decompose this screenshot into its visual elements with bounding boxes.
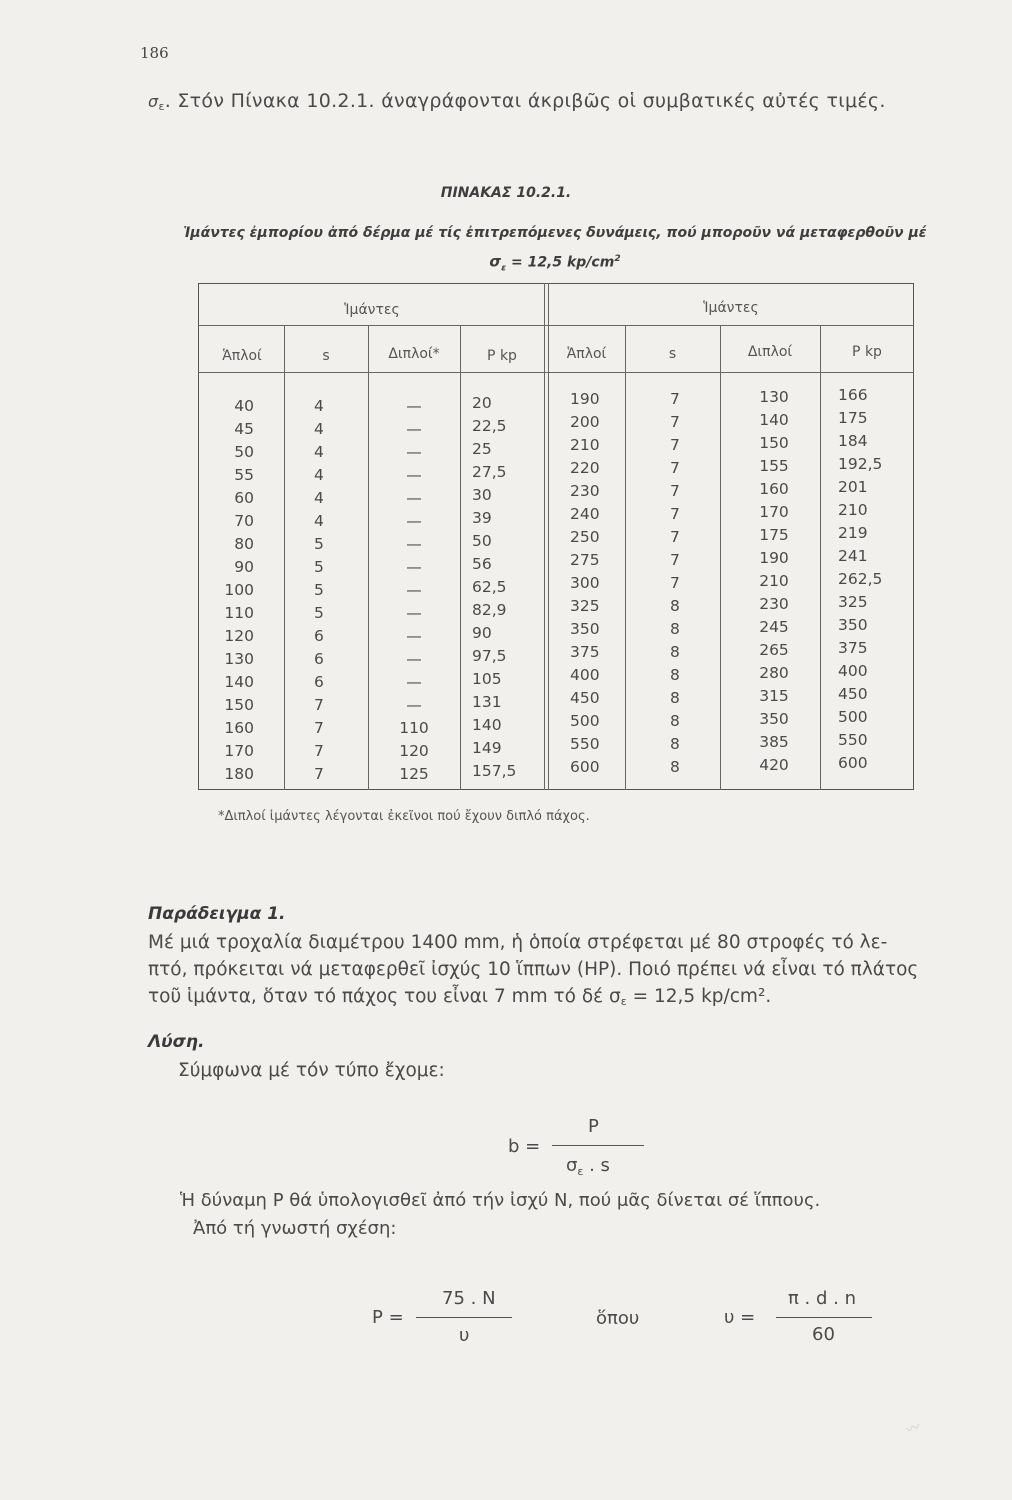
table-cell: 131 <box>472 693 502 711</box>
table-cell: — <box>406 420 422 438</box>
table-cell: 40 <box>234 397 254 415</box>
table-cell: 6 <box>314 673 324 691</box>
intro-sigma: σ <box>148 92 159 111</box>
table-cell: 155 <box>759 457 789 475</box>
table-cell: 300 <box>570 574 600 592</box>
formula-b-numerator: P <box>588 1116 599 1137</box>
table-cell: 157,5 <box>472 762 517 780</box>
pencil-mark: 〰 <box>904 1419 923 1439</box>
table-cell: 275 <box>570 551 600 569</box>
table-cell: 500 <box>838 708 868 726</box>
table-cell: 180 <box>224 765 254 783</box>
table-cell: 8 <box>670 735 680 753</box>
table-cell: 400 <box>838 662 868 680</box>
intro-text: . Στόν Πίνακα 10.2.1. άναγράφονται άκριβῶς οἱ συμβατικές αὐτές τιμές. <box>164 90 886 112</box>
table-cell: 190 <box>570 390 600 408</box>
table-cell: 375 <box>838 639 868 657</box>
right-column-haploi <box>570 388 624 779</box>
table-cell: 39 <box>472 509 492 527</box>
table-cell: — <box>406 466 422 484</box>
solution-text: Σύμφωνα μέ τόν τύπο ἔχομε: <box>178 1060 445 1081</box>
table-cell: 325 <box>570 597 600 615</box>
table-cell: 4 <box>314 466 324 484</box>
table-col-rule <box>820 325 821 790</box>
table-cell: 70 <box>234 512 254 530</box>
example-line: τοῦ ἱμάντα, ὅταν τό πάχος του εἶναι 7 mm τό δέ $\sigma_\varepsilon = 12,5$ kp/cm². <box>148 986 772 1008</box>
table-cell: — <box>406 535 422 553</box>
table-cell: 120 <box>399 742 429 760</box>
table-cell: 27,5 <box>472 463 507 481</box>
formula-b-fraction-bar <box>552 1145 644 1146</box>
table-cell: 210 <box>759 572 789 590</box>
column-header: s <box>322 348 330 364</box>
table-cell: 385 <box>759 733 789 751</box>
table-cell: 120 <box>224 627 254 645</box>
power-note: Ἡ δύναμη P θά ὑπολογισθεῖ ἀπό τήν ἰσχύ N, πού μᾶς δίνεται σέ ἵππους. <box>180 1190 821 1211</box>
table-cell: 8 <box>670 689 680 707</box>
table-cell: 550 <box>570 735 600 753</box>
table-cell: 175 <box>759 526 789 544</box>
table-cell: 82,9 <box>472 601 507 619</box>
table-cell: 125 <box>399 765 429 783</box>
table-cell: 201 <box>838 478 868 496</box>
table-cell: — <box>406 558 422 576</box>
table-cell: — <box>406 397 422 415</box>
column-header: s <box>668 346 677 362</box>
column-header: Ἁπλοί <box>566 346 607 362</box>
table-cell: 245 <box>759 618 789 636</box>
table-cell: 140 <box>224 673 254 691</box>
table-cell: 4 <box>314 512 324 530</box>
table-cell: 149 <box>472 739 502 757</box>
table-cell: 184 <box>838 432 868 450</box>
table-footnote: *Διπλοί ἱμάντες λέγονται ἐκεῖνοι πού ἔχουν διπλό πάχος. <box>218 809 590 824</box>
table-cell: 219 <box>838 524 868 542</box>
table-cell: 90 <box>234 558 254 576</box>
table-cell: 7 <box>670 459 680 477</box>
table-cell: 140 <box>759 411 789 429</box>
table-cell: 8 <box>670 666 680 684</box>
table-col-rule <box>284 325 285 790</box>
table-cell: 5 <box>314 535 324 553</box>
table-cell: 220 <box>570 459 600 477</box>
table-cell: 130 <box>759 388 789 406</box>
table-cell: 7 <box>670 551 680 569</box>
group-header-right: Ἱμάντες <box>703 300 759 316</box>
table-cell: 90 <box>472 624 492 642</box>
table-cell: 7 <box>670 413 680 431</box>
example-body <box>148 929 978 1015</box>
table-cell: 8 <box>670 712 680 730</box>
table-cell: 8 <box>670 620 680 638</box>
table-cell: — <box>406 696 422 714</box>
formula-u-denominator: 60 <box>812 1324 835 1345</box>
example-title: Παράδειγμα 1. <box>148 904 286 924</box>
group-header-left: Ἱμάντες <box>344 302 400 318</box>
table-cell: 200 <box>570 413 600 431</box>
table-cell: 6 <box>314 627 324 645</box>
table-cell: 50 <box>234 443 254 461</box>
formula-b-lhs: b = <box>508 1136 541 1157</box>
left-column-s <box>314 395 354 786</box>
table-cell: 130 <box>224 650 254 668</box>
table-cell: 230 <box>570 482 600 500</box>
table-cell: — <box>406 581 422 599</box>
table-cell: 55 <box>234 466 254 484</box>
table-cell: 190 <box>759 549 789 567</box>
table-title: ΠΙΝΑΚΑΣ 10.2.1. <box>440 185 572 201</box>
table-cell: 7 <box>670 390 680 408</box>
table-cell: 241 <box>838 547 868 565</box>
table-cell: 170 <box>759 503 789 521</box>
column-header: Ἁπλοί <box>222 348 262 364</box>
table-cell: 350 <box>838 616 868 634</box>
table-cell: 80 <box>234 535 254 553</box>
table-cell: 420 <box>759 756 789 774</box>
table-cell: — <box>406 604 422 622</box>
table-cell: 7 <box>670 505 680 523</box>
table-cell: 7 <box>670 436 680 454</box>
table-caption-line2: $\sigma_\varepsilon = 12,5$ $kp/cm^2$ <box>489 252 621 274</box>
known-relation: Ἀπό τή γνωστή σχέση: <box>193 1218 397 1239</box>
intro-sentence <box>148 90 886 113</box>
table-cell: 150 <box>759 434 789 452</box>
column-header: P kp <box>487 348 517 364</box>
table-cell: 5 <box>314 558 324 576</box>
table-cell: — <box>406 673 422 691</box>
table-cell: 375 <box>570 643 600 661</box>
table-divider-a <box>544 283 545 790</box>
table-cell: 262,5 <box>838 570 883 588</box>
table-cell: 4 <box>314 397 324 415</box>
table-cell: 175 <box>838 409 868 427</box>
formula-u-lhs: υ = <box>724 1307 756 1328</box>
column-header: Διπλοί* <box>388 346 440 362</box>
table-caption <box>145 220 965 282</box>
table-cell: 7 <box>314 765 324 783</box>
table-cell: 160 <box>224 719 254 737</box>
table-cell: 5 <box>314 604 324 622</box>
example-line: Μέ μιά τροχαλία διαμέτρου 1400 mm, ἡ ὁποία στρέφεται μέ 80 στροφές τό λε- <box>148 932 888 953</box>
table-cell: 4 <box>314 489 324 507</box>
table-cell: — <box>406 627 422 645</box>
left-column-haploi <box>200 395 254 786</box>
table-cell: 56 <box>472 555 492 573</box>
table-cell: 22,5 <box>472 417 507 435</box>
formula-p-denominator: υ <box>459 1325 470 1346</box>
where-word: ὅπου <box>596 1308 640 1329</box>
table-cell: 8 <box>670 643 680 661</box>
table-cell: 7 <box>670 574 680 592</box>
table-col-rule <box>460 325 461 790</box>
table-cell: 7 <box>670 482 680 500</box>
table-cell: 5 <box>314 581 324 599</box>
table-cell: 140 <box>472 716 502 734</box>
table-cell: 7 <box>314 719 324 737</box>
table-cell: 192,5 <box>838 455 883 473</box>
table-cell: 166 <box>838 386 868 404</box>
table-cell: 30 <box>472 486 492 504</box>
table-cell: 450 <box>838 685 868 703</box>
table-cell: 265 <box>759 641 789 659</box>
left-column-pkp <box>472 392 542 783</box>
table-cell: 7 <box>314 696 324 714</box>
table-cell: 4 <box>314 420 324 438</box>
table-cell: 600 <box>570 758 600 776</box>
table-cell: 110 <box>399 719 429 737</box>
example-line: πτό, πρόκειται νά μεταφερθεῖ ἰσχύς 10 ἵππων (HP). Ποιό πρέπει νά εἶναι τό πλάτος <box>148 959 919 980</box>
formula-b-denominator: $\sigma_\varepsilon$ . s <box>566 1155 610 1178</box>
right-column-diploi <box>740 386 808 777</box>
column-header: Διπλοί <box>747 344 793 360</box>
intro-sigma-sub: ε <box>158 100 165 113</box>
table-cell: — <box>406 512 422 530</box>
table-cell: 7 <box>314 742 324 760</box>
table-cell: 110 <box>224 604 254 622</box>
table-cell: 210 <box>570 436 600 454</box>
table-cell: 500 <box>570 712 600 730</box>
table-cell: 350 <box>570 620 600 638</box>
solution-title: Λύση. <box>148 1032 205 1052</box>
table-cell: 45 <box>234 420 254 438</box>
table-caption-line1: Ἱμάντες ἐμπορίου ἀπό δέρμα μέ τίς ἐπιτρεπόμενες δυνάμεις, πού μποροῦν νά μεταφερθοῦν μέ <box>183 225 927 241</box>
table-cell: 150 <box>224 696 254 714</box>
table-cell: 60 <box>234 489 254 507</box>
table-cell: 8 <box>670 758 680 776</box>
table-cell: 400 <box>570 666 600 684</box>
table-cell: 170 <box>224 742 254 760</box>
table-cell: — <box>406 650 422 668</box>
table-cell: 50 <box>472 532 492 550</box>
table-cell: 315 <box>759 687 789 705</box>
table-cell: 350 <box>759 710 789 728</box>
formula-p-numerator: 75 . N <box>442 1288 496 1309</box>
left-column-diploi <box>368 395 460 786</box>
table-cell: 550 <box>838 731 868 749</box>
table-cell: 97,5 <box>472 647 507 665</box>
table-cell: 450 <box>570 689 600 707</box>
right-column-s <box>670 388 710 779</box>
formula-p-lhs: P = <box>372 1307 404 1328</box>
table-cell: 105 <box>472 670 502 688</box>
table-cell: 8 <box>670 597 680 615</box>
table-cell: 240 <box>570 505 600 523</box>
table-cell: 600 <box>838 754 868 772</box>
table-col-rule <box>720 325 721 790</box>
table-cell: 280 <box>759 664 789 682</box>
table-cell: 25 <box>472 440 492 458</box>
column-header: P kp <box>852 344 882 360</box>
table-cell: 20 <box>472 394 492 412</box>
table-cell: — <box>406 443 422 461</box>
table-cell: 160 <box>759 480 789 498</box>
table-cell: 230 <box>759 595 789 613</box>
table-col-rule <box>625 325 626 790</box>
formula-u-numerator: π . d . n <box>788 1288 857 1309</box>
table-rule-header <box>198 372 914 373</box>
right-column-pkp <box>838 384 908 775</box>
table-cell: 325 <box>838 593 868 611</box>
table-cell: 250 <box>570 528 600 546</box>
table-cell: 6 <box>314 650 324 668</box>
table-cell: 7 <box>670 528 680 546</box>
page-number: 186 <box>140 44 169 62</box>
table-cell: 4 <box>314 443 324 461</box>
formula-p-fraction-bar <box>416 1317 512 1318</box>
table-cell: 100 <box>224 581 254 599</box>
table-cell: 62,5 <box>472 578 507 596</box>
formula-u-fraction-bar <box>776 1317 872 1318</box>
table-rule-group <box>198 325 914 326</box>
table-cell: — <box>406 489 422 507</box>
table-cell: 210 <box>838 501 868 519</box>
